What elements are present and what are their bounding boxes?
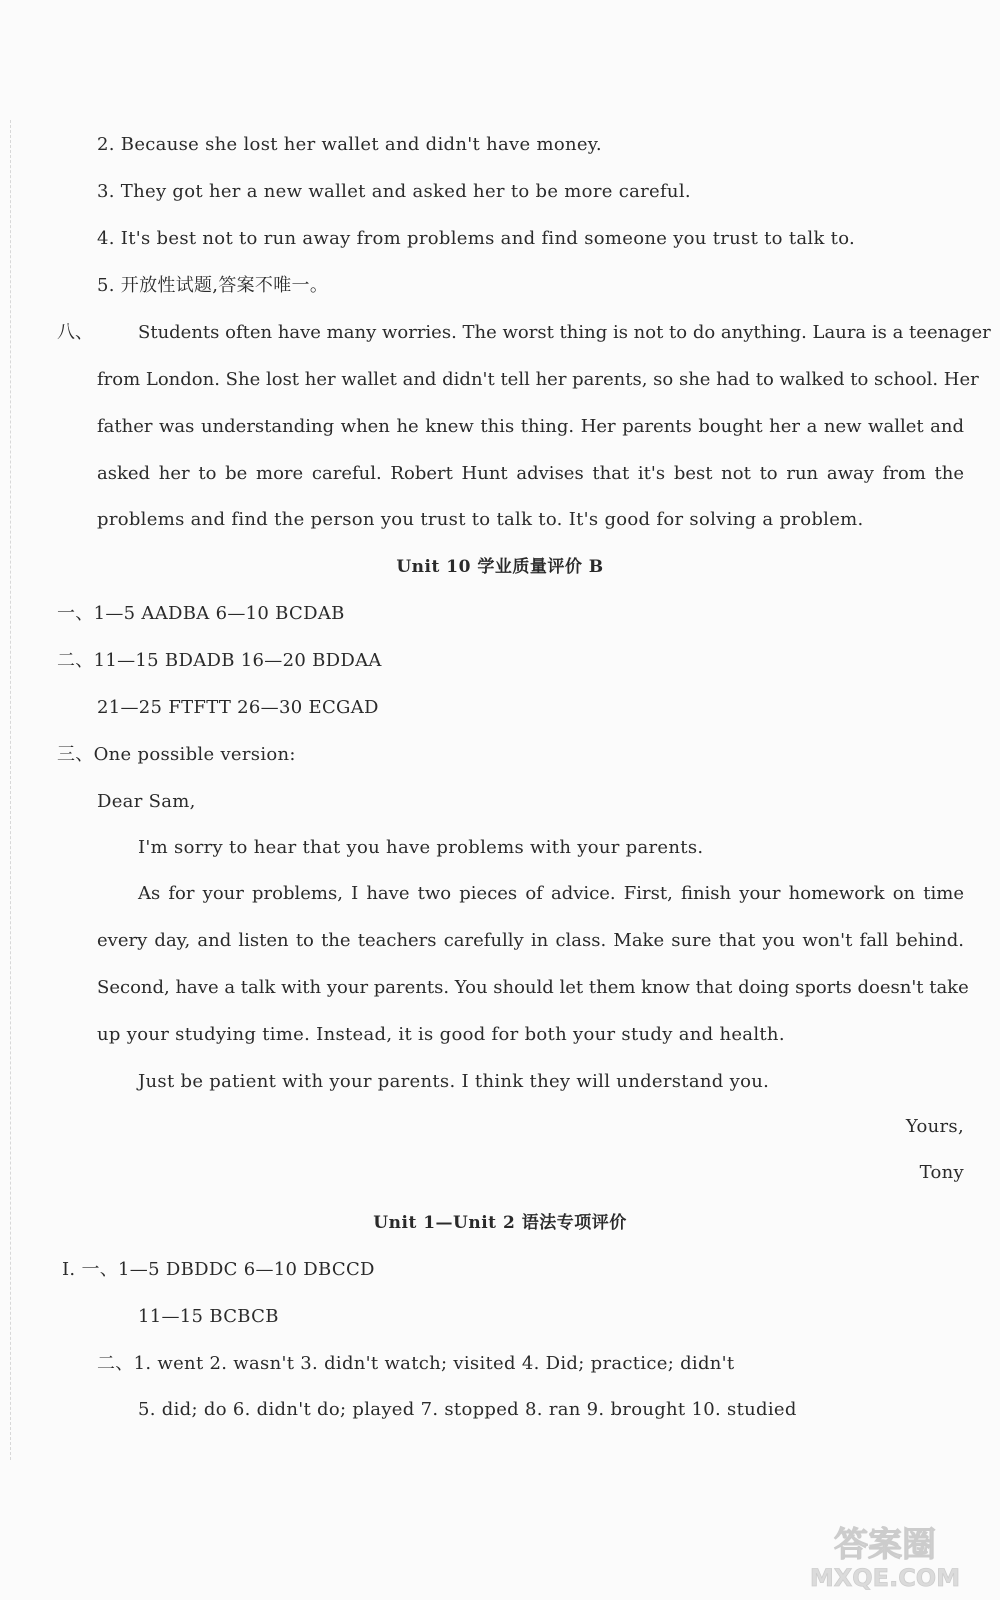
- letter-paragraph-1: I'm sorry to hear that you have problems with your parents.: [138, 837, 704, 858]
- letter-p2-line-2: every day, and listen to the teachers carefully in class. Make sure that you won't fall behind.: [97, 930, 964, 951]
- unit1-2-row2: 11—15 BCBCB: [138, 1306, 279, 1327]
- unit10-part3: 三、One possible version:: [57, 744, 296, 765]
- watermark-text-top: 答案圈: [834, 1525, 936, 1565]
- unit10-part2-row1: 二、11—15 BDADB 16—20 BDDAA: [57, 650, 382, 671]
- unit10-title: Unit 10 学业质量评价 B: [396, 557, 604, 577]
- letter-signature: Tony: [919, 1162, 964, 1183]
- section-8-label: 八、: [57, 322, 93, 343]
- summary-line-5: problems and find the person you trust to talk to. It's good for solving a problem.: [97, 509, 864, 530]
- unit10-part1: 一、1—5 AADBA 6—10 BCDAB: [57, 603, 345, 624]
- letter-p2-line-3: Second, have a talk with your parents. You should let them know that doing sports doesn't take: [97, 977, 969, 998]
- letter-p2-line-4: up your studying time. Instead, it is good for both your study and health.: [97, 1024, 785, 1045]
- summary-line-2: from London. She lost her wallet and didn't tell her parents, so she had to walked to school. Her: [97, 369, 979, 390]
- answer-2: 2. Because she lost her wallet and didn't have money.: [97, 134, 602, 155]
- summary-line-3: father was understanding when he knew this thing. Her parents bought her a new wallet and: [97, 416, 964, 437]
- page-edge-line: [10, 120, 11, 1460]
- unit1-2-row4: 5. did; do 6. didn't do; played 7. stopped 8. ran 9. brought 10. studied: [138, 1399, 797, 1420]
- letter-paragraph-3: Just be patient with your parents. I think they will understand you.: [138, 1071, 770, 1092]
- summary-line-4: asked her to be more careful. Robert Hunt advises that it's best not to run away from the: [97, 463, 964, 484]
- watermark-text-bottom: MXQE.COM: [809, 1564, 961, 1592]
- summary-line-1: Students often have many worries. The worst thing is not to do anything. Laura is a teenager: [138, 322, 991, 343]
- watermark-logo: [797, 1520, 972, 1592]
- unit1-2-row1: Ⅰ. 一、1—5 DBDDC 6—10 DBCCD: [62, 1259, 375, 1280]
- answer-4: 4. It's best not to run away from problems and find someone you trust to talk to.: [97, 228, 856, 249]
- unit10-part2-row2: 21—25 FTFTT 26—30 ECGAD: [97, 697, 379, 718]
- unit1-2-title: Unit 1—Unit 2 语法专项评价: [373, 1213, 627, 1233]
- letter-greeting: Dear Sam,: [97, 791, 196, 812]
- unit1-2-row3: 二、1. went 2. wasn't 3. didn't watch; visited 4. Did; practice; didn't: [97, 1353, 735, 1374]
- letter-p2-line-1: As for your problems, I have two pieces of advice. First, finish your homework on time: [138, 883, 964, 904]
- answer-5: 5. 开放性试题,答案不唯一。: [97, 275, 329, 296]
- letter-closing: Yours,: [905, 1116, 964, 1137]
- answer-3: 3. They got her a new wallet and asked her to be more careful.: [97, 181, 691, 202]
